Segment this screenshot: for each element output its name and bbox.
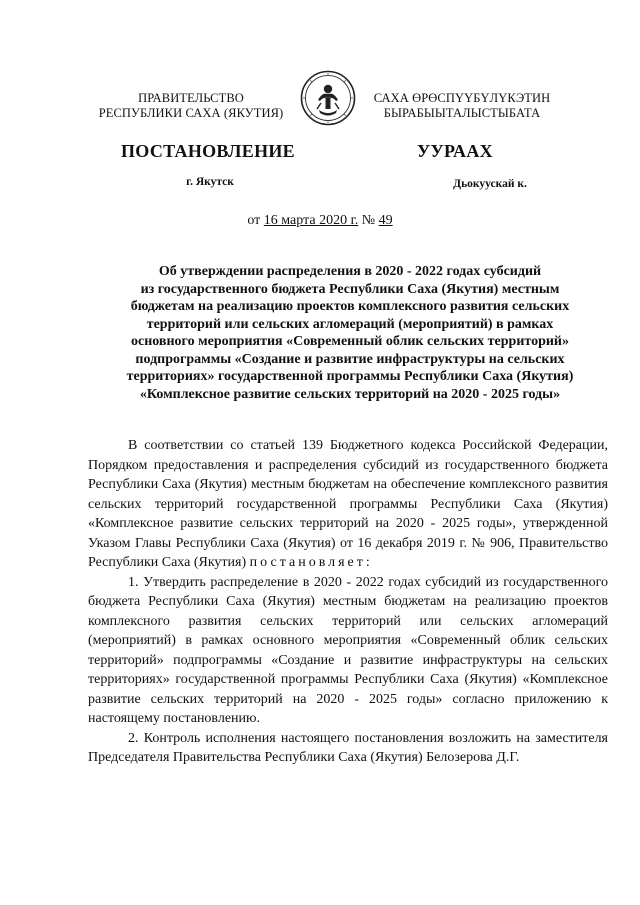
decree-date: 16 марта 2020 г. (263, 213, 359, 228)
government-line-2: РЕСПУБЛИКИ САХА (ЯКУТИЯ) (98, 106, 284, 120)
heading-line: «Комплексное развитие сельских территорий на 2020 - 2025 годы» (139, 386, 561, 402)
heading-line: подпрограммы «Создание и развитие инфраструктуры на сельских (135, 351, 565, 367)
government-name-ru (96, 91, 286, 121)
decree-date-number (0, 213, 640, 229)
heading-line: из государственного бюджета Республики Саха (Якутия) местным (140, 281, 560, 297)
heading-line: основного мероприятия «Современный облик сельских территорий» (131, 334, 569, 349)
heading-line: бюджетам на реализацию проектов комплексного развития сельских (130, 299, 570, 314)
decree-number: 49 (378, 213, 393, 228)
government-line-1: ПРАВИТЕЛЬСТВО (138, 91, 244, 105)
government-name-sakha (352, 91, 572, 121)
government-sakha-line-1: САХА ӨРӨСПҮҮБҮЛҮКЭТИН (373, 91, 551, 105)
date-prefix: от (247, 213, 261, 228)
city-ru: г. Якутск (186, 176, 234, 188)
heading-line: территориях» государственной программы Республики Саха (Якутия) (126, 369, 574, 384)
doc-type-sakha: УУРААХ (417, 141, 493, 161)
heading-line: Об утверждении распределения в 2020 - 2022 годах субсидий (158, 264, 542, 279)
decree-heading (90, 263, 610, 403)
body-paragraph-1 (88, 436, 608, 573)
body-paragraph-2: 1. Утвердить распределение в 2020 - 2022 годах субсидий из государственного бюджета Республики Саха (Якутия) местным бюджетам на реализацию проектов комплексного развития сельских территорий или сельских агломераций (мероприятий) в рамках основного мероприятия «Современный облик сельских территорий» подпрограммы «Создание и развитие инфраструктуры на сельских территориях» государственной программы Республики Саха (Якутия) «Комплексное развитие сельских территорий на 2020 - 2025 годы» согласно приложению к настоящему постановлению. (88, 574, 608, 726)
heading-line: территорий или сельских агломераций (мероприятий) в рамках (146, 316, 554, 332)
city-sakha: Дьокуускай к. (453, 178, 527, 190)
number-prefix: № (361, 213, 376, 228)
resolves-word: постановляет: (249, 555, 373, 570)
decree-body (88, 436, 608, 768)
government-sakha-line-2: БЫРАБЫЫТАЛЫСТЫБАТА (383, 106, 541, 120)
doc-type-ru: ПОСТАНОВЛЕНИЕ (121, 141, 295, 161)
coat-of-arms-icon (300, 70, 356, 126)
preamble-text: В соответствии со статьей 139 Бюджетного кодекса Российской Федерации, Порядком предоставления и распределения субсидий из государственного бюджета Республики Саха (Якутия) местным бюджетам на обеспечение комплексного развития сельских территорий государственной программы Республики Саха (Якутия) «Комплексное развитие сельских территорий на 2020 - 2025 годы», утвержденной Указом Главы Республики Саха (Якутия) от 16 декабря 2019 г. № 906, Правительство Республики Саха (Якутия) (88, 438, 608, 570)
body-paragraph-3: 2. Контроль исполнения настоящего постановления возложить на заместителя Председателя Правительства Республики Саха (Якутия) Белозерова Д.Г. (88, 730, 608, 765)
